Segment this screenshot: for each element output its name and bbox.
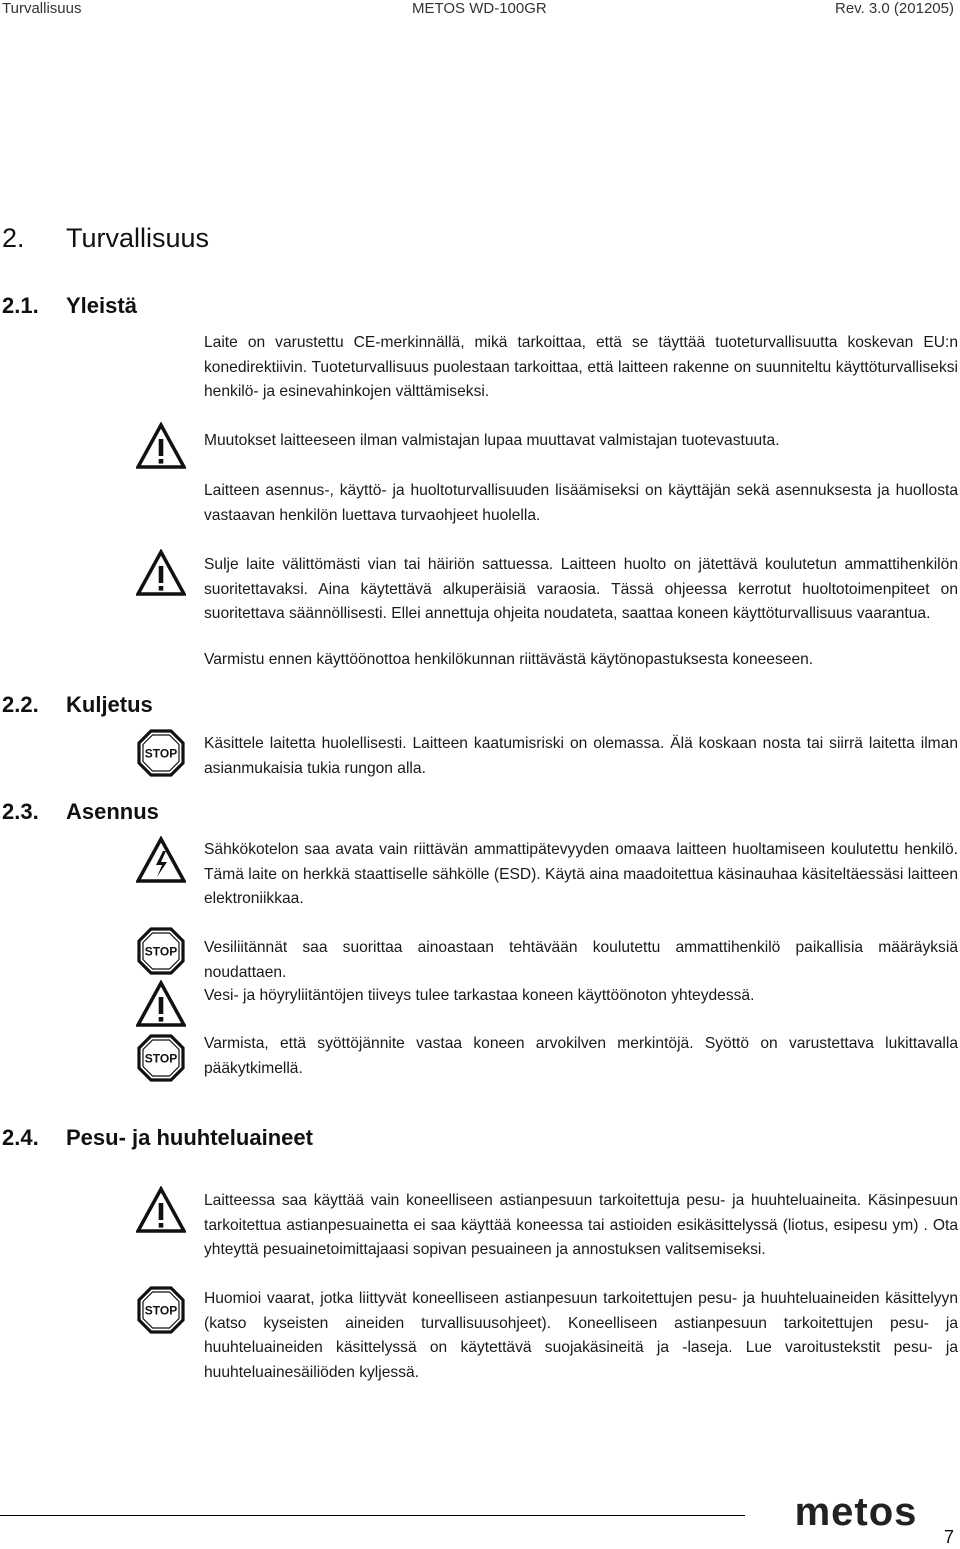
stop-sign-icon [136, 1285, 186, 1335]
heading-number: 2.1. [2, 293, 39, 318]
paragraph-ce-marking: Laite on varustettu CE-merkinnällä, mikä tarkoittaa, että se täyttää tuoteturvallisuutta koskevan EU:n konedirektiivin. Tuoteturvallisuus puolestaan tarkoittaa, että laitteen rakenne on suunniteltu käyttöturvalliseksi henkilö- ja esinevahinkojen välttämiseksi. [204, 334, 958, 400]
paragraph-safety-instructions: Laitteen asennus-, käyttö- ja huoltoturvallisuuden lisäämiseksi on käyttäjän sekä asennuksesta ja huollosta vastaavan henkilön luettava turvaohjeet huolella. [204, 482, 958, 524]
paragraph-fault-shutdown: Sulje laite välittömästi vian tai häiriön sattuessa. Laitteen huolto on jätettävä koulutetun ammattihenkilön suoritettavaksi. Aina käytettävä alkuperäisiä varaosia. Tässä ohjeessa kerrotut huoltotoimenpiteet on suoritettava säännöllisesti. Ellei annettuja ohjeita noudateta, saattaa koneen käyttöturvallisuus vaarantua. [204, 556, 958, 622]
heading-number: 2.2. [2, 692, 39, 717]
heading-title: Asennus [66, 799, 159, 824]
paragraph-transport: Käsittele laitetta huolellisesti. Laitteen kaatumisriski on olemassa. Älä koskaan nosta tai siirrä laitetta ilman asianmukaisia tukia rungon alla. [204, 735, 958, 777]
paragraph-modifications: Muutokset laitteeseen ilman valmistajan lupaa muuttavat valmistajan tuotevastuuta. [204, 432, 780, 449]
warning-triangle-icon [136, 549, 186, 599]
stop-sign-icon [136, 728, 186, 778]
logo-text: metos [794, 1494, 918, 1530]
stop-label: STOP [144, 746, 178, 761]
heading-2-2 [2, 692, 153, 718]
heading-2-1 [2, 293, 137, 319]
paragraph-chemical-hazards: Huomioi vaarat, jotka liittyvät koneelliseen astianpesuun tarkoitettujen pesu- ja huuhteluaineiden käsittelyyn (katso kyseisten aineiden turvallisuusohjeet). Koneelliseen astianpesuun tarkoitettujen pesu- ja huuhteluaineiden käsittelyssä on käytettävä suojakäsineitä ja -laseja. Lue varoitustekstit pesu- ja huuhteluainesäiliöden kyljessä. [204, 1290, 958, 1381]
page-header [0, 0, 960, 22]
heading-number: 2.4. [2, 1125, 39, 1150]
warning-triangle-icon [136, 422, 186, 472]
heading-number: 2. [2, 223, 25, 253]
stop-sign-icon [136, 926, 186, 976]
footer-rule [0, 1515, 745, 1516]
paragraph-detergents: Laitteessa saa käyttää vain koneelliseen astianpesuun tarkoitettuja pesu- ja huuhteluaineita. Käsinpesuun tarkoitettua astianpesuainetta ei saa käyttää koneessa tai astioiden esikäsittelyssä (liotus, esipesu ym) . Ota yhteyttä pesuainetoimittajaasi sopivan pesuaineen ja annostuksen valitsemiseksi. [204, 1192, 958, 1258]
metos-logo [755, 1494, 958, 1530]
stop-label: STOP [144, 944, 178, 959]
header-revision: Rev. 3.0 (201205) [835, 0, 954, 17]
page-number: 7 [943, 1527, 954, 1547]
paragraph-staff-training: Varmistu ennen käyttöönottoa henkilökunnan riittävästä käytönopastuksesta koneeseen. [204, 651, 814, 668]
header-section: Turvallisuus [2, 0, 82, 17]
stop-label: STOP [144, 1303, 178, 1318]
paragraph-water-connections: Vesiliitännät saa suorittaa ainoastaan tehtävään koulutettu ammattihenkilö paikallisia määräyksiä noudattaen. [204, 939, 958, 981]
header-model: METOS WD-100GR [412, 0, 547, 17]
stop-label: STOP [144, 1051, 178, 1066]
heading-title: Pesu- ja huuhteluaineet [66, 1125, 313, 1150]
electric-hazard-icon [136, 836, 186, 886]
heading-title: Yleistä [66, 293, 137, 318]
heading-number: 2.3. [2, 799, 39, 824]
paragraph-supply-voltage: Varmista, että syöttöjännite vastaa koneen arvokilven merkintöjä. Syöttö on varustettava lukittavalla pääkytkimellä. [204, 1035, 958, 1077]
heading-2 [2, 223, 209, 254]
stop-sign-icon [136, 1033, 186, 1083]
heading-2-3 [2, 799, 159, 825]
warning-triangle-icon [136, 1186, 186, 1236]
warning-triangle-icon [136, 980, 186, 1030]
paragraph-leak-check: Vesi- ja höyryliitäntöjen tiiveys tulee tarkastaa koneen käyttöönoton yhteydessä. [204, 987, 755, 1004]
paragraph-electrical-cabinet: Sähkökotelon saa avata vain riittävän ammattipätevyyden omaava laitteen huoltamiseen koulutettu henkilö. Tämä laite on herkkä staattiselle sähkölle (ESD). Käytä aina maadoitettua käsinauhaa käsiteltäessäsi laitteen elektroniikkaa. [204, 841, 958, 907]
heading-title: Turvallisuus [66, 223, 210, 253]
heading-2-4 [2, 1125, 313, 1151]
heading-title: Kuljetus [66, 692, 153, 717]
